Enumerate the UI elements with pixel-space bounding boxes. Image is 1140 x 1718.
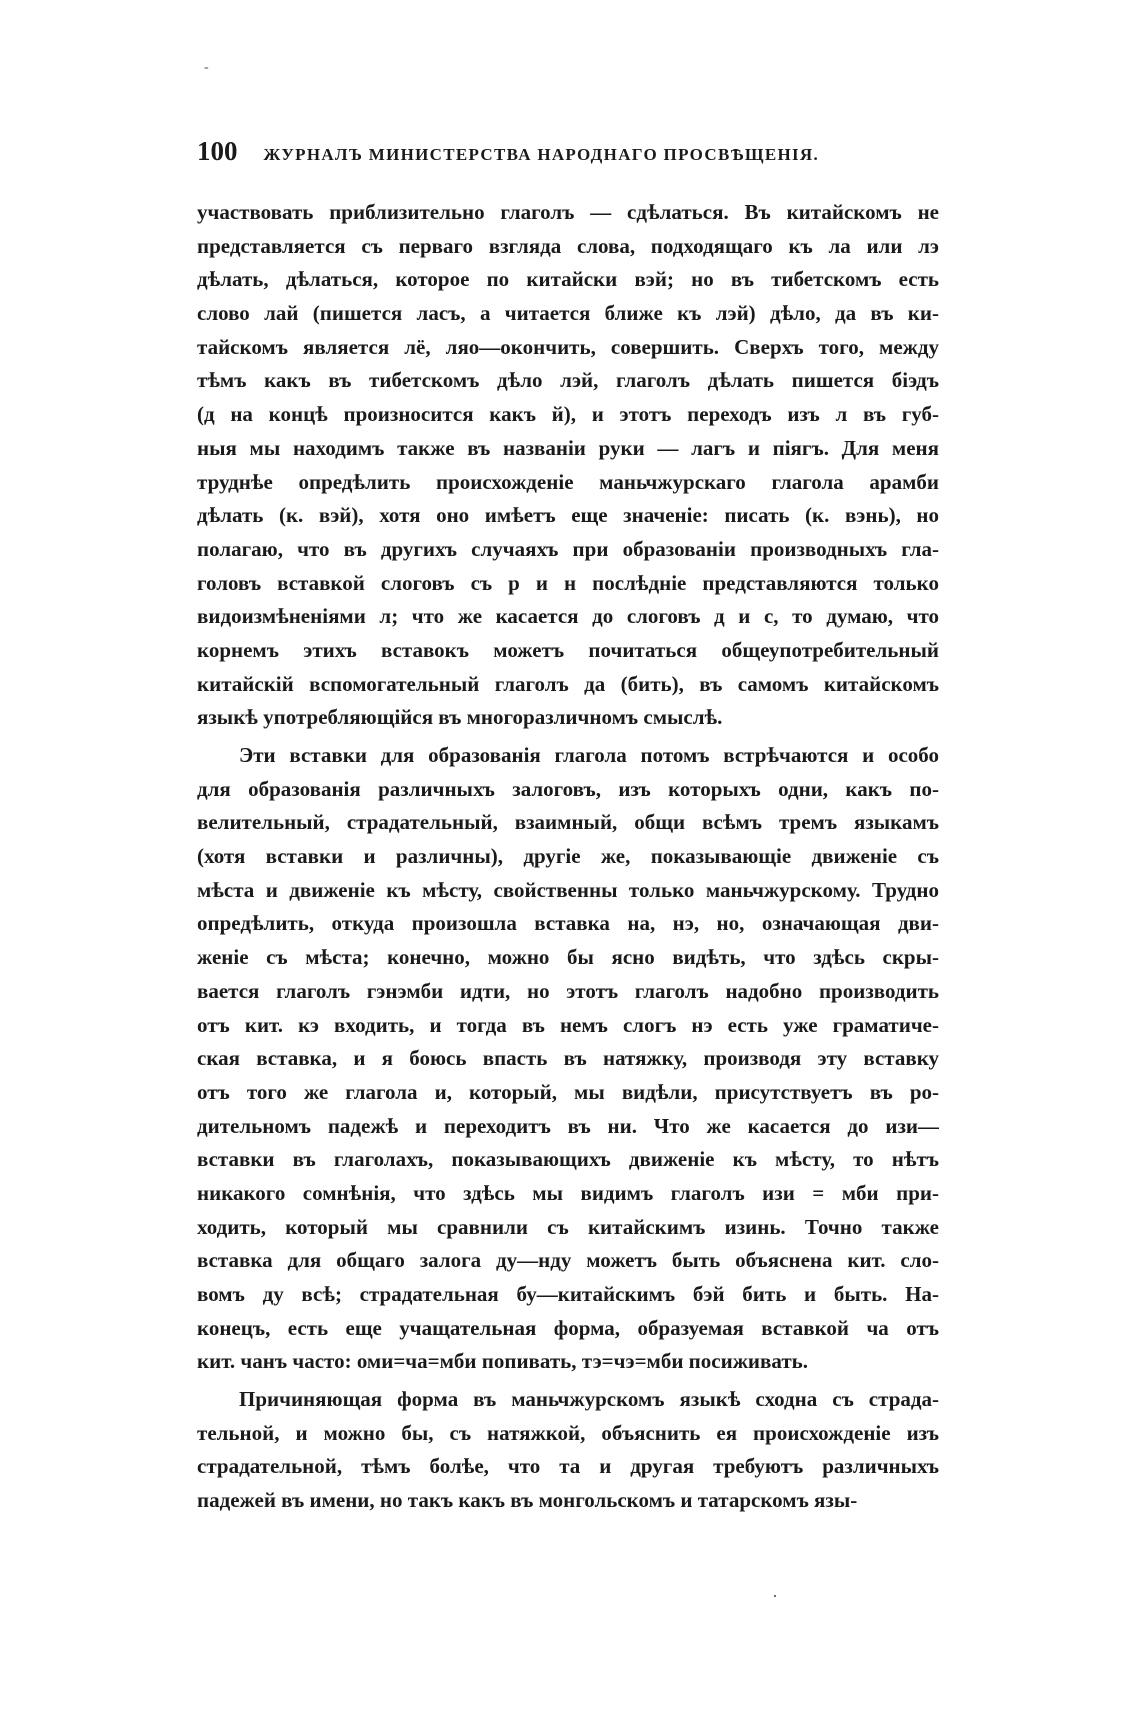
page-number: 100 [197,136,238,166]
text-line: опредѣлить, откуда произошла вставка на, нэ, но, означающая дви- [197,911,939,936]
text-line: вомъ ду всѣ; страдательная бу—китайскимъ бэй бить и быть. На- [197,1282,939,1306]
text-line: ская вставка, и я боюсь впасть въ натяжку, производя эту вставку [197,1046,939,1071]
text-line: тельной, и можно бы, съ натяжкой, объяснить ея происхожденіе изъ [197,1420,939,1445]
text-line: тайскомъ является лё, ляо—окончить, совершить. Сверхъ того, между [197,334,939,359]
scan-speck: - [204,60,209,75]
text-line: видоизмѣненіями л; что же касается до слоговъ д и с, то думаю, что [197,604,939,629]
text-line: тѣмъ какъ въ тибетскомъ дѣло лэй, глаголъ дѣлать пишется біэдъ [197,368,939,393]
text-line: труднѣе опредѣлить происхожденіе маньчжурскаго глагола арамби [197,469,939,494]
text-line: корнемъ этихъ вставокъ можетъ почитаться общеупотребительный [197,637,939,662]
text-line: вставка для общаго залога ду—нду можетъ быть объяснена кит. сло- [197,1248,939,1273]
paragraph [197,196,939,735]
paragraph [197,739,939,1379]
text-line: ныя мы находимъ также въ названіи руки — лагъ и піягъ. Для меня [197,435,939,460]
text-line: дѣлать, дѣлаться, которое по китайски вэй; но въ тибетскомъ есть [197,267,939,292]
paragraph [197,1383,939,1518]
page-header [197,136,937,172]
body-text [197,196,939,1518]
text-line: головъ вставкой слоговъ съ р и н послѣдніе представляются только [197,570,939,595]
text-line: (хотя вставки и различны), другіе же, показывающіе движеніе съ [197,844,939,869]
text-line: (д на концѣ произносится какъ й), и этотъ переходъ изъ л въ губ- [197,402,939,427]
text-line: китайскій вспомогательный глаголъ да (бить), въ самомъ китайскомъ [197,671,939,696]
text-line: конецъ, есть еще учащательная форма, образуемая вставкой ча отъ [197,1315,939,1340]
text-line: кит. чанъ часто: оми=ча=мби попивать, тэ=чэ=мби посиживать. [197,1349,808,1374]
text-line: для образованія различныхъ залоговъ, изъ которыхъ одни, какъ по- [197,776,939,801]
text-line: страдательной, тѣмъ болѣе, что та и другая требуютъ различныхъ [197,1454,939,1479]
text-line: никакого сомнѣнія, что здѣсь мы видимъ глаголъ изи = мби при- [197,1180,939,1205]
text-line: полагаю, что въ другихъ случаяхъ при образованіи производныхъ гла- [197,536,939,561]
text-line: падежей въ имени, но такъ какъ въ монгольскомъ и татарскомъ язы- [197,1488,858,1513]
text-line: языкѣ употребляющійся въ многоразличномъ смыслѣ. [197,705,723,730]
text-line: отъ кит. кэ входить, и тогда въ немъ слогъ нэ есть уже граматиче- [197,1012,939,1037]
text-line: женіе съ мѣста; конечно, можно бы ясно видѣть, что здѣсь скры- [197,945,939,970]
text-line: вается глаголъ гэнэмби идти, но этотъ глаголъ надобно производить [197,978,939,1003]
text-line: Причиняющая форма въ маньчжурскомъ языкѣ сходна съ страда- [239,1387,939,1412]
text-line: участвовать приблизительно глаголъ — сдѣлаться. Въ китайскомъ не [197,200,939,224]
text-line: велительный, страдательный, взаимный, общи всѣмъ тремъ языкамъ [197,810,939,835]
text-line: слово лай (пишется ласъ, а читается ближе къ лэй) дѣло, да въ ки- [197,301,939,326]
text-line: ходить, который мы сравнили съ китайскимъ изинь. Точно также [197,1214,939,1239]
text-line: дѣлать (к. вэй), хотя оно имѣетъ еще значеніе: писать (к. вэнь), но [197,503,939,528]
running-head: ЖУРНАЛЪ МИНИСТЕРСТВА НАРОДНАГО ПРОСВѢЩЕНІЯ. [263,145,820,164]
text-line: представляется съ перваго взгляда слова, подходящаго къ ла или лэ [197,233,939,258]
text-line: дительномъ падежѣ и переходитъ въ ни. Что же касается до изи— [197,1113,939,1138]
text-line: вставки въ глаголахъ, показывающихъ движеніе къ мѣсту, то нѣтъ [197,1147,939,1172]
scan-speck: · [772,1586,778,1606]
text-line: Эти вставки для образованія глагола потомъ встрѣчаются и особо [239,743,939,767]
text-line: мѣста и движеніе къ мѣсту, свойственны только маньчжурскому. Трудно [197,877,939,902]
text-line: отъ того же глагола и, который, мы видѣли, присутствуетъ въ ро- [197,1079,939,1104]
